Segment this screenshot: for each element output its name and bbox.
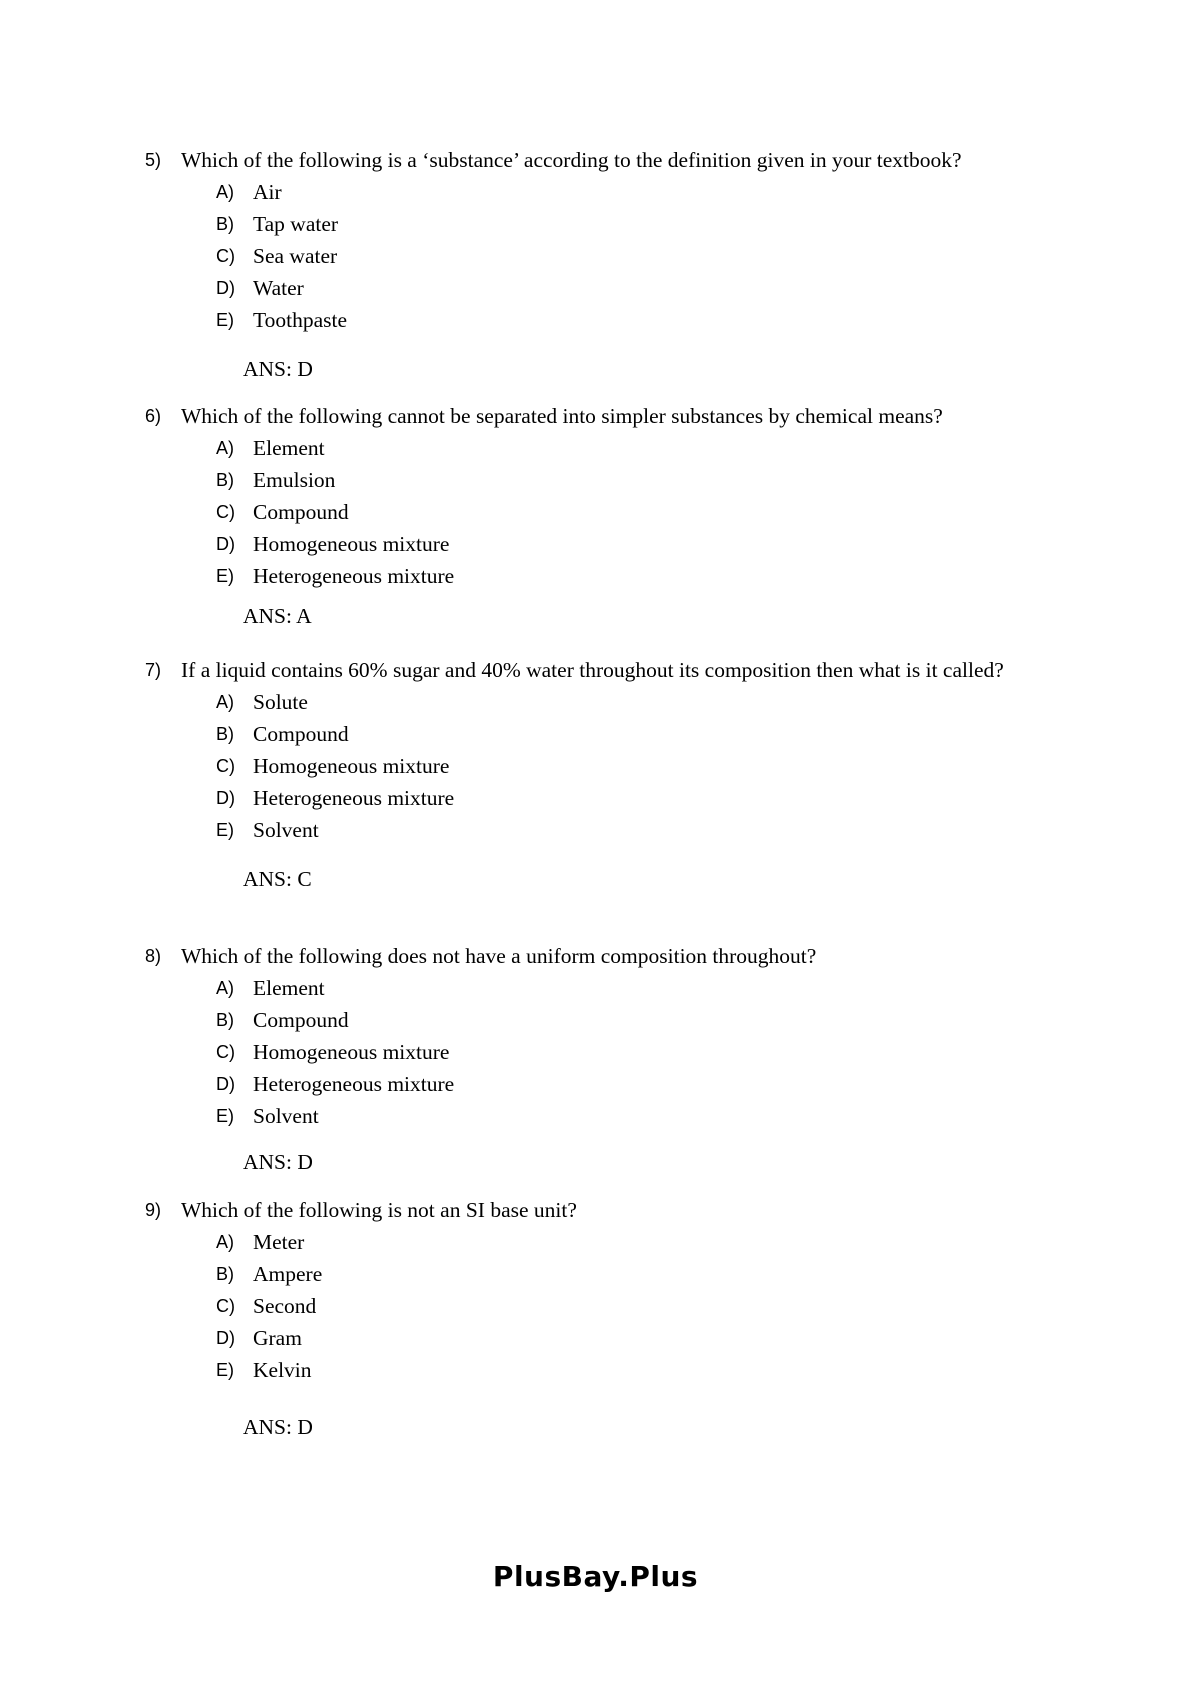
question-stem [0,654,1191,686]
option-text: Meter [253,1230,305,1254]
option-item [0,1354,1191,1386]
option-letter: A) [216,438,234,458]
option-text: Ampere [253,1262,323,1286]
option-item [0,1068,1191,1100]
answer-key: ANS: A [243,604,312,628]
option-text: Kelvin [253,1358,312,1382]
option-item [0,208,1191,240]
question-text: Which of the following does not have a uniform composition throughout? [181,944,817,968]
question-8 [0,940,1191,1178]
option-item [0,240,1191,272]
option-letter: D) [216,278,235,298]
option-item [0,272,1191,304]
option-text: Homogeneous mixture [253,532,450,556]
option-item [0,1036,1191,1068]
option-letter: A) [216,692,234,712]
option-item [0,560,1191,592]
option-item [0,304,1191,336]
answer-key: ANS: D [243,1150,313,1174]
option-letter: B) [216,470,234,490]
option-letter: C) [216,1296,235,1316]
option-letter: C) [216,246,235,266]
option-item [0,782,1191,814]
question-stem [0,940,1191,972]
option-item [0,464,1191,496]
option-item [0,1322,1191,1354]
option-letter: A) [216,1232,234,1252]
option-text: Solute [253,690,308,714]
option-item [0,1004,1191,1036]
option-letter: A) [216,182,234,202]
option-text: Heterogeneous mixture [253,564,455,588]
question-5 [0,144,1191,385]
option-item [0,432,1191,464]
option-letter: E) [216,310,234,330]
option-letter: B) [216,1010,234,1030]
option-letter: D) [216,1074,235,1094]
option-letter: B) [216,1264,234,1284]
question-stem [0,144,1191,176]
option-text: Sea water [253,244,338,268]
option-text: Water [253,276,304,300]
question-text: Which of the following is a ‘substance’ according to the definition given in your textbook? [181,148,962,172]
option-item [0,686,1191,718]
option-text: Toothpaste [253,308,348,332]
option-item [0,176,1191,208]
question-number: 9) [145,1200,162,1220]
option-item [0,528,1191,560]
question-text: Which of the following cannot be separated into simpler substances by chemical means? [181,404,943,428]
option-item [0,972,1191,1004]
option-letter: C) [216,502,235,522]
option-item [0,1226,1191,1258]
option-text: Homogeneous mixture [253,1040,450,1064]
answer-key: ANS: D [243,1415,313,1439]
question-text: If a liquid contains 60% sugar and 40% water throughout its composition then what is it called? [181,658,1004,682]
question-text: Which of the following is not an SI base unit? [181,1198,577,1222]
option-letter: C) [216,756,235,776]
option-text: Element [253,436,325,460]
question-number: 5) [145,150,162,170]
option-letter: A) [216,978,234,998]
option-text: Element [253,976,325,1000]
option-letter: E) [216,566,234,586]
question-6 [0,400,1191,632]
question-7 [0,654,1191,895]
option-text: Emulsion [253,468,336,492]
option-item [0,750,1191,782]
option-item [0,1258,1191,1290]
option-letter: C) [216,1042,235,1062]
footer-watermark: PlusBay.Plus [492,1560,699,1593]
option-letter: D) [216,1328,235,1348]
option-text: Solvent [253,818,319,842]
option-text: Compound [253,500,349,524]
option-text: Solvent [253,1104,319,1128]
option-letter: E) [216,1106,234,1126]
option-letter: D) [216,534,235,554]
question-number: 7) [145,660,162,680]
option-item [0,814,1191,846]
option-text: Gram [253,1326,302,1350]
option-text: Air [253,180,282,204]
answer-key: ANS: D [243,357,313,381]
option-text: Compound [253,1008,349,1032]
option-text: Second [253,1294,317,1318]
option-item [0,1100,1191,1132]
option-letter: B) [216,724,234,744]
option-letter: E) [216,1360,234,1380]
option-item [0,1290,1191,1322]
option-item [0,718,1191,750]
option-item [0,496,1191,528]
answer-key: ANS: C [243,867,312,891]
option-text: Heterogeneous mixture [253,1072,455,1096]
option-letter: D) [216,788,235,808]
question-number: 6) [145,406,162,426]
question-stem [0,400,1191,432]
question-9 [0,1194,1191,1443]
question-stem [0,1194,1191,1226]
option-text: Tap water [253,212,339,236]
question-number: 8) [145,946,162,966]
option-text: Compound [253,722,349,746]
option-letter: E) [216,820,234,840]
option-letter: B) [216,214,234,234]
option-text: Heterogeneous mixture [253,786,455,810]
option-text: Homogeneous mixture [253,754,450,778]
